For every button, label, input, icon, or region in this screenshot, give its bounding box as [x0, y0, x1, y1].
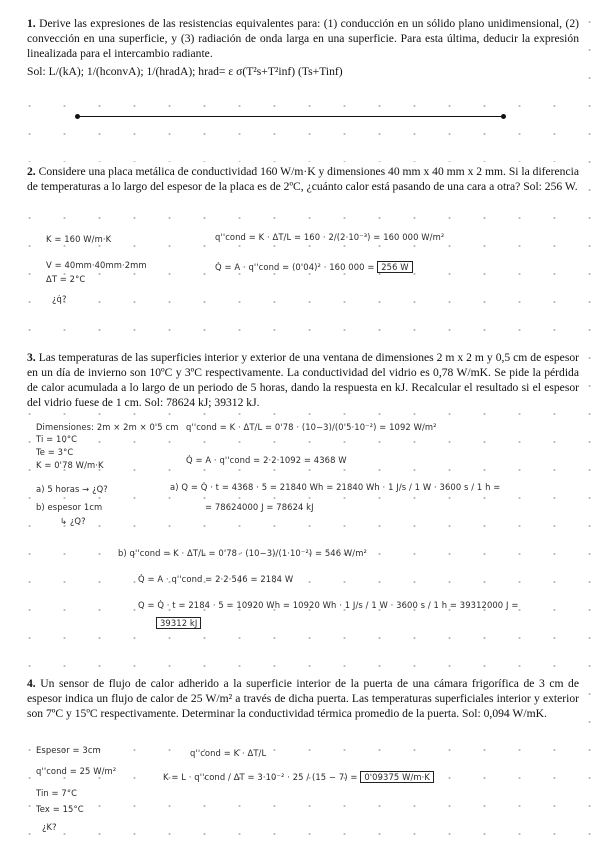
note-tex: Tex = 15°C: [36, 804, 84, 814]
problem-text: Un sensor de flujo de calor adherido a la superficie interior de la puerta de una cámara frigorífica de 3 cm de espesor indica un flujo de calor de 25 W/m² a través de dicha puerta. Las temperaturas superficiales interior y exterior son 7ºC y 15ºC respectivamente. Determinar la conductividad térmica promedio de la puerta. Sol: 0,094 W/mK.: [27, 677, 579, 720]
note-result-a: = 78624000 J = 78624 kJ: [205, 502, 314, 512]
note-delta-t: ΔT = 2°C: [46, 274, 86, 284]
note-part-b-result-row: [156, 618, 201, 628]
boxed-result: 256 W: [377, 261, 412, 273]
problem-solution: Sol: L/(kA); 1/(hconvA); 1/(hradA); hrad= ε σ(T²s+T²inf) (Ts+Tinf): [27, 65, 343, 78]
note-question-a: a) 5 horas → ¿Q?: [36, 484, 108, 494]
problem-number: 3.: [27, 351, 36, 364]
note-heat-equation: Q̇ = A · q''cond = (0'04)² · 160 000 =: [215, 262, 375, 272]
note-heat: [215, 262, 413, 272]
problem-4: [24, 674, 582, 723]
problem-1: [24, 14, 582, 81]
note-tin: Tin = 7°C: [36, 788, 78, 798]
note-part-b-line: Q = Q̇ · t = 2184 · 5 = 10920 Wh = 10920 Wh · 1 J/s / 1 W · 3600 s / 1 h = 39312000 J =: [138, 600, 519, 610]
note-volume: V = 40mm·40mm·2mm: [46, 260, 147, 270]
problem-number: 1.: [27, 17, 36, 30]
note-part-b-flux: b) q''cond = K · ΔT/L = 0'78 · (10−3)/(1·10⁻²) = 546 W/m²: [118, 548, 367, 558]
note-flux: q''cond = 25 W/m²: [36, 766, 117, 776]
note-thickness: Espesor = 3cm: [36, 745, 101, 755]
note-flux: q''cond = K · ΔT/L = 0'78 · (10−3)/(0'5·10⁻²) = 1092 W/m²: [186, 422, 437, 432]
problem-text: Las temperaturas de las superficies interior y exterior de una ventana de dimensiones 2 m x 2 m y 0,5 cm de espesor en un día de invierno son 10ºC y 3ºC respectivamente. La conductividad del vidrio es 0,78 W/mK. Se pide la pérdida de calor acumulada a lo largo de un periodo de 5 horas, dando la respuesta en kJ. Recalcular el resultado si el espesor del vidrio fuese de 1 cm. Sol: 78624 kJ; 39312 kJ.: [27, 351, 579, 409]
problem-text: Considere una placa metálica de conductividad 160 W/m·K y dimensiones 40 mm x 40 mm x 2 mm. Si la diferencia de temperaturas a lo largo del espesor de la placa es de 2ºC, ¿cuánto calor está pasando de una cara a otra? Sol: 256 W.: [27, 165, 579, 193]
note-ti: Ti = 10°C: [36, 434, 78, 444]
problem-text: Derive las expresiones de las resistencias equivalentes para: (1) conducción en un sólido plano unidimensional, (2) convección en una superficie, y (3) radiación de onda larga en una superficie. Para esta última, deducir la expresión linealizada para el intercambio radiante.: [27, 17, 579, 60]
section-divider: [78, 116, 503, 117]
note-flux: q''cond = K · ΔT/L = 160 · 2/(2·10⁻³) = 160 000 W/m²: [215, 232, 445, 242]
problem-number: 4.: [27, 677, 36, 690]
note-question: ¿q̇?: [52, 294, 67, 304]
note-heat: Q̇ = A · q''cond = 2·2·1092 = 4368 W: [186, 455, 347, 465]
problem-number: 2.: [27, 165, 36, 178]
note-part-a: a) Q = Q̇ · t = 4368 · 5 = 21840 Wh = 21840 Wh · 1 J/s / 1 W · 3600 s / 1 h =: [170, 482, 501, 492]
boxed-result: 39312 kJ: [156, 617, 201, 629]
note-question: ¿K?: [42, 822, 57, 832]
note-dims: Dimensiones: 2m × 2m × 0'5 cm: [36, 422, 179, 432]
problem-2: [24, 162, 582, 196]
note-k: K = 0'78 W/m·K: [36, 460, 104, 470]
note-question-b: b) espesor 1cm: [36, 502, 103, 512]
note-question-b2: ↳ ¿Q?: [60, 516, 86, 526]
problem-3: [24, 348, 582, 412]
note-k-equation: K = L · q''cond / ΔT = 3·10⁻² · 25 / (15 − 7) =: [163, 772, 358, 782]
boxed-result: 0'09375 W/m·K: [360, 771, 434, 783]
note-te: Te = 3°C: [36, 447, 74, 457]
note-k: K = 160 W/m·K: [46, 234, 112, 244]
note-law: q''cond = K · ΔT/L: [190, 748, 267, 758]
note-k-eq: [163, 772, 434, 782]
note-part-b-heat: Q̇ = A · q''cond = 2·2·546 = 2184 W: [138, 574, 294, 584]
